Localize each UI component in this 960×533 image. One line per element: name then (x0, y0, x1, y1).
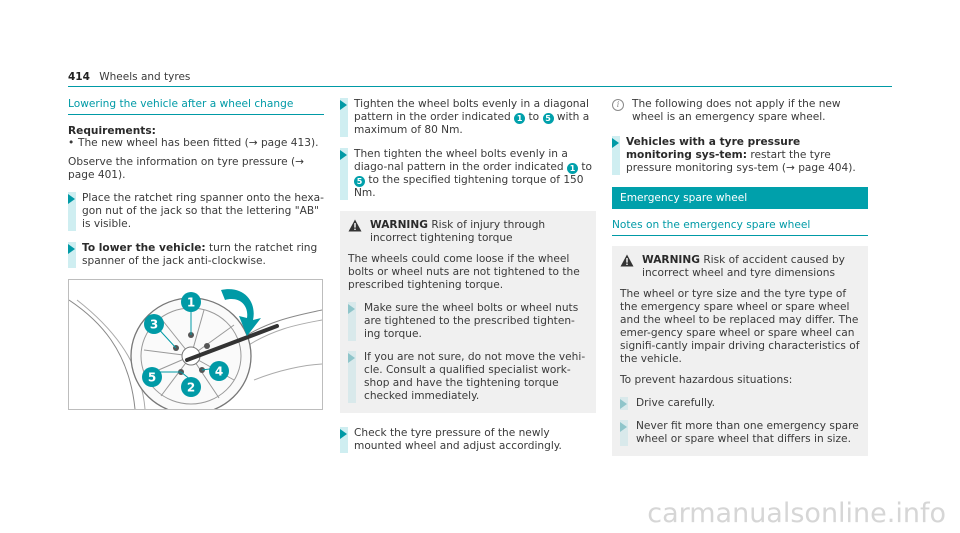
header-rule (68, 86, 892, 87)
arrow-icon (348, 353, 355, 363)
step-label: To lower the vehicle: (82, 242, 206, 254)
warning-step: Make sure the wheel bolts or wheel nuts are tightened to the prescribed tighten-ing torque. (348, 302, 588, 341)
requirements-label: Requirements: (68, 125, 156, 137)
step-place-spanner: Place the ratchet ring spanner onto the hexa-gon nut of the jack so that the lettering "AB" is visible. (68, 192, 324, 231)
column-2 (340, 98, 596, 464)
warning-box-dimensions (612, 246, 868, 456)
wheel-bolt-figure (68, 279, 323, 410)
warning-step: Drive carefully. (620, 397, 860, 410)
step-restart-tpms: Vehicles with a tyre pressure monitoring sys-tem: restart the tyre pressure monitoring sys-tem (→ page 404). (612, 136, 868, 175)
warning-body: The wheel or tyre size and the tyre type of the emergency spare wheel or spare wheel and the wheel to be replaced may differ. The emer-gency spare wheel or spare wheel can signifi-cantly impair driving characteristics of the vehicle. (620, 288, 860, 365)
bullet-dot: • (68, 137, 75, 149)
page-number: 414 (68, 71, 90, 83)
number-badge: 5 (543, 113, 554, 124)
arrow-icon (340, 150, 347, 160)
arrow-icon (348, 304, 355, 314)
observe-text: Observe the information on tyre pressure (→ page 401). (68, 156, 305, 181)
warning-step: Never fit more than one emergency spare wheel or spare wheel that differs in size. (620, 420, 860, 446)
callout-4 (209, 361, 229, 381)
arrow-icon (68, 244, 75, 254)
step-bar (340, 148, 348, 200)
warning-title: Risk of injury through incorrect tightening torque (370, 219, 546, 244)
callout-3 (144, 314, 164, 334)
step-bar (68, 242, 76, 268)
callout-5 (142, 367, 162, 387)
warning-icon (348, 219, 362, 232)
step-bar (340, 427, 348, 453)
svg-text:5: 5 (147, 370, 157, 385)
arrow-icon (340, 100, 347, 110)
section-title-notes: Notes on the emergency spare wheel (612, 219, 868, 236)
step-check-pressure: Check the tyre pressure of the newly mounted wheel and adjust accordingly. (340, 427, 596, 453)
arrow-icon (620, 422, 627, 432)
column-3 (612, 98, 868, 456)
number-badge: 5 (354, 176, 365, 187)
svg-text:2: 2 (186, 380, 196, 395)
arrow-icon (68, 194, 75, 204)
warning-title: Risk of accident caused by incorrect wheel and tyre dimensions (642, 254, 845, 279)
section-banner: Emergency spare wheel (612, 187, 868, 209)
warning-step: If you are not sure, do not move the vehi-cle. Consult a qualified specialist work-shop and have the tightening torque checked immediately. (348, 351, 588, 403)
arrow-icon (620, 399, 627, 409)
step-bar (68, 192, 76, 231)
arrow-icon (340, 429, 347, 439)
warning-label: WARNING (642, 254, 700, 266)
step-tighten-80nm: Tighten the wheel bolts evenly in a diagonal pattern in the order indicated 1 to 5 with a maximum of 80 Nm. (340, 98, 596, 137)
svg-text:3: 3 (149, 317, 159, 332)
number-badge: 1 (567, 163, 578, 174)
svg-text:1: 1 (186, 295, 196, 310)
warning-icon (620, 254, 634, 267)
info-note: i The following does not apply if the new wheel is an emergency spare wheel. (612, 98, 868, 124)
wheel-illustration (69, 280, 322, 409)
warning-body: The wheels could come loose if the wheel bolts or wheel nuts are not tightened to the prescribed tightening torque. (348, 253, 580, 291)
requirement-item: • The new wheel has been fitted (→ page 413). (68, 137, 319, 149)
arrow-icon (612, 138, 619, 148)
step-label: Vehicles with a tyre pressure monitoring sys-tem: (626, 136, 801, 161)
info-icon: i (612, 99, 624, 111)
page-header (68, 71, 190, 83)
callout-1 (181, 292, 201, 312)
step-bar (340, 98, 348, 137)
number-badge: 1 (514, 113, 525, 124)
step-lower-vehicle: To lower the vehicle: turn the ratchet ring spanner of the jack anti-clockwise. (68, 242, 324, 268)
svg-text:4: 4 (214, 364, 224, 379)
callout-2 (181, 377, 201, 397)
page-header-title: Wheels and tyres (99, 71, 191, 83)
watermark: carmanualsonline.info (647, 498, 946, 529)
section-title-lowering: Lowering the vehicle after a wheel change (68, 98, 324, 115)
warning-label: WARNING (370, 219, 428, 231)
column-1 (68, 98, 324, 410)
warning-box-torque (340, 211, 596, 413)
step-tighten-150nm: Then tighten the wheel bolts evenly in a diago-nal pattern in the order indicated 1 to 5 to the specified tightening torque of 150 Nm. (340, 148, 596, 200)
step-bar (612, 136, 620, 175)
warning-prevent: To prevent hazardous situations: (620, 374, 793, 386)
